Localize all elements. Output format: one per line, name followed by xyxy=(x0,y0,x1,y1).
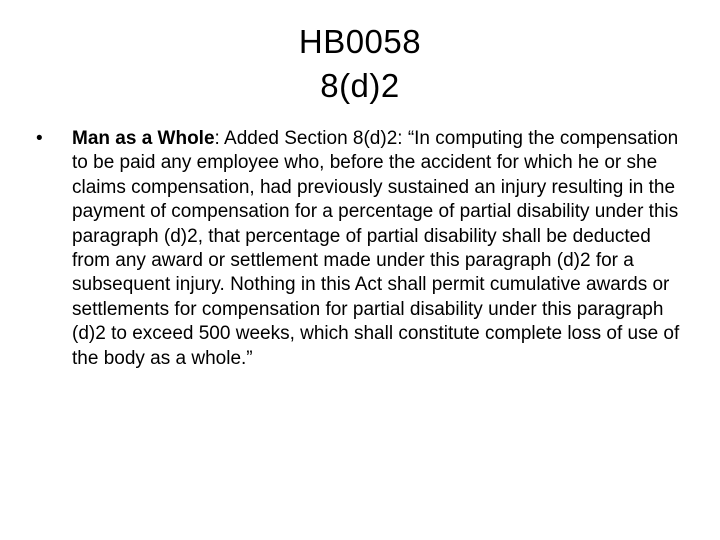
bullet-item xyxy=(34,127,684,371)
slide-body xyxy=(34,127,684,371)
bullet-body-text: : Added Section 8(d)2: “In computing the compensation to be paid any employee who, before the accident for which he or she claims compensation, had previously sustained an injury resulting in the payment of compensation for a percentage of partial disability under this paragraph (d)2, that percentage of partial disability shall be deducted from any award or settlement made under this paragraph (d)2 for a subsequent injury. Nothing in this Act shall permit cumulative awards or settlements for compensation for partial disability under this paragraph (d)2 to exceed 500 weeks, which shall constitute complete loss of use of the body as a whole.” xyxy=(72,128,680,369)
title-line-section: 8(d)2 xyxy=(320,67,400,104)
bullet-marker: • xyxy=(36,128,43,149)
slide-title xyxy=(0,20,720,108)
title-line-bill-number: HB0058 xyxy=(298,23,422,60)
bullet-lead-text: Man as a Whole xyxy=(72,128,215,149)
